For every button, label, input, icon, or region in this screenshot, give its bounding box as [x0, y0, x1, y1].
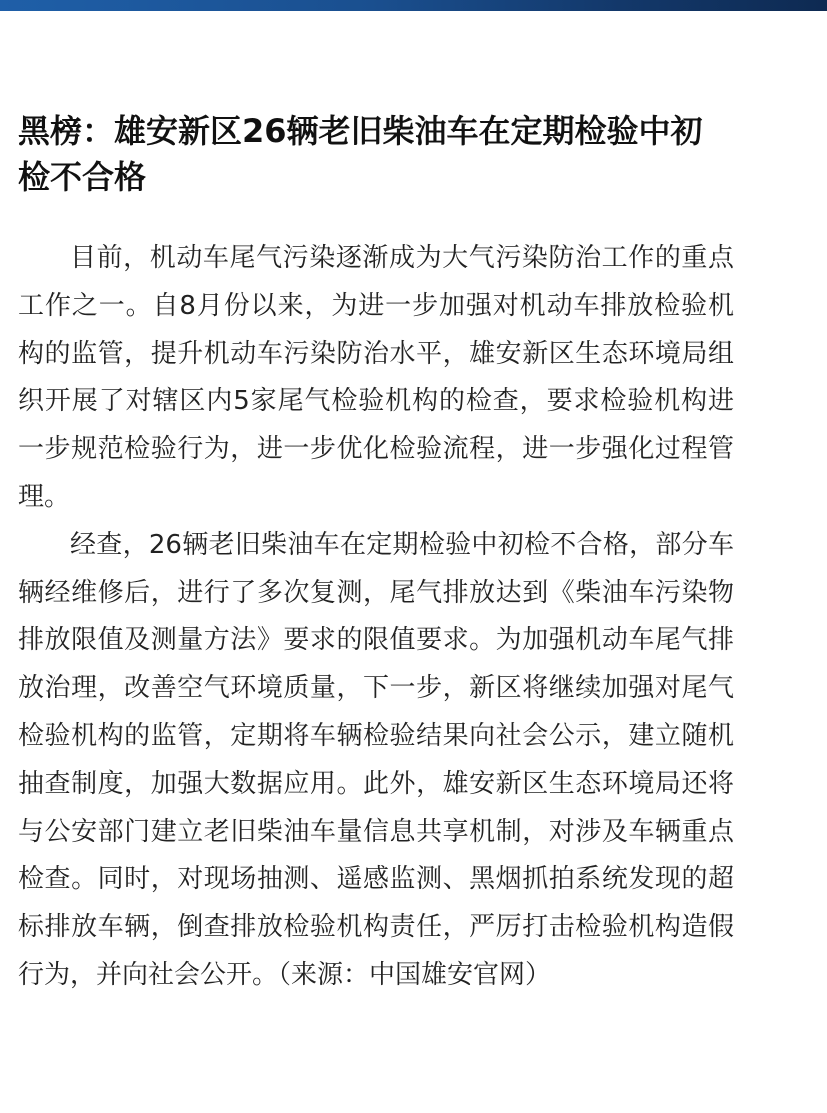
article-title: 黑榜：雄安新区26辆老旧柴油车在定期检验中初检不合格: [18, 112, 703, 196]
article-paragraph-1: 目前，机动车尾气污染逐渐成为大气污染防治工作的重点工作之一。自8月份以来，为进一步加强对机动车排放检验机构的监管，提升机动车污染防治水平，雄安新区生态环境局组织开展了对辖区内5家尾气检验机构的检查，要求检验机构进一步规范检验行为，进一步优化检验流程，进一步强化过程管理。: [18, 243, 734, 512]
article-paragraph-2: 经查，26辆老旧柴油车在定期检验中初检不合格，部分车辆经维修后，进行了多次复测，尾气排放达到《柴油车污染物排放限值及测量方法》要求的限值要求。为加强机动车尾气排放治理，改善空气环境质量，下一步，新区将继续加强对尾气检验机构的监管，定期将车辆检验结果向社会公示，建立随机抽查制度，加强大数据应用。此外，雄安新区生态环境局还将与公安部门建立老旧柴油车量信息共享机制，对涉及车辆重点检查。同时，对现场抽测、遥感监测、黑烟抓拍系统发现的超标排放车辆，倒查排放检验机构责任，严厉打击检验机构造假行为，并向社会公开。（来源：中国雄安官网）: [18, 529, 734, 990]
article-body: [18, 235, 734, 1000]
article: [18, 108, 734, 1000]
top-accent-bar: [0, 0, 827, 11]
